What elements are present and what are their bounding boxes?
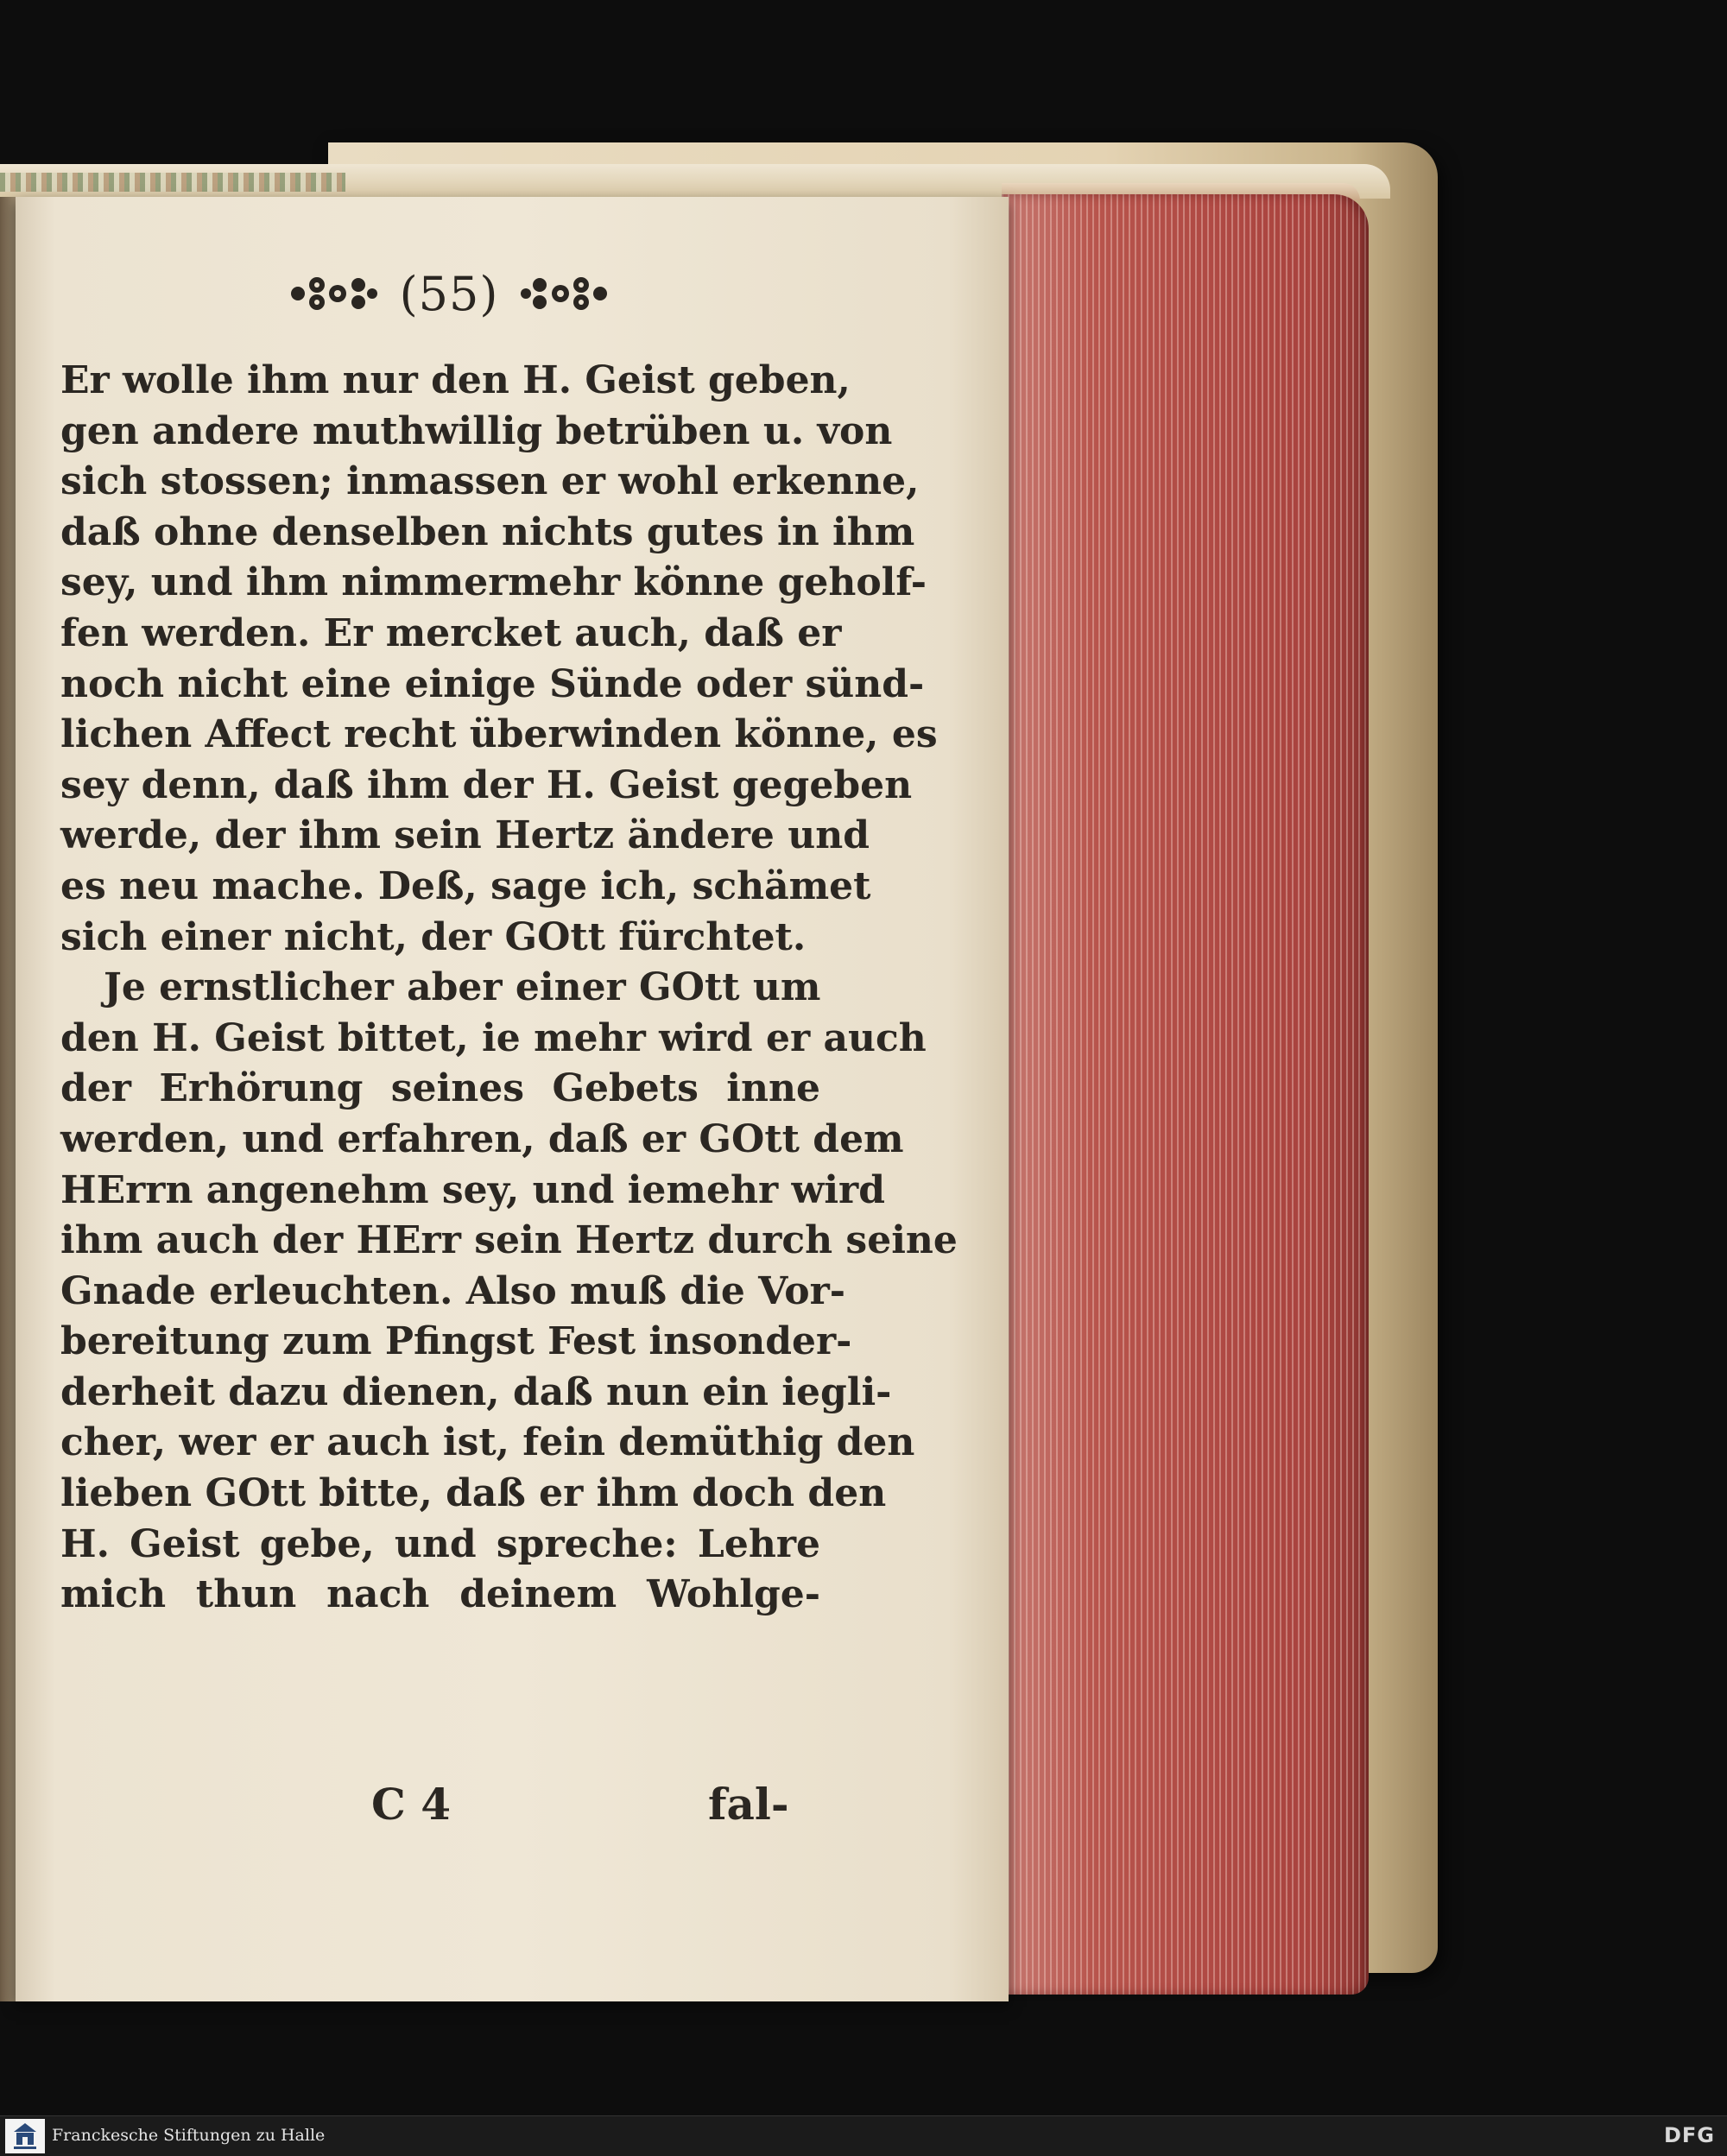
text-line: Er wolle ihm nur den H. Geist geben,: [60, 358, 851, 402]
dfg-logo[interactable]: DFG: [1663, 2123, 1715, 2147]
ornament-right-icon: [517, 271, 612, 316]
fore-edge: [1002, 194, 1369, 1995]
institution-logo: [5, 2119, 45, 2153]
text-line: es neu mache. Deß, sage ich, schämet: [60, 863, 871, 908]
text-line: sey denn, daß ihm der H. Geist gegeben: [60, 762, 913, 807]
text-line: noch nicht eine einige Sünde oder sünd-: [60, 661, 925, 706]
text-line: sich stossen; inmassen er wohl erkenne,: [60, 459, 920, 504]
text-line: daß ohne denselben nichts gutes in ihm: [60, 509, 915, 554]
text-line: der Erhörung seines Gebets inne: [60, 1066, 820, 1111]
text-line: mich thun nach deinem Wohlge-: [60, 1572, 820, 1617]
text-line: lieben GOtt bitte, daß er ihm doch den: [60, 1471, 887, 1516]
text-line: Gnade erleuchten. Also muß die Vor-: [60, 1268, 846, 1313]
ornament-left-icon: [286, 271, 381, 316]
footer-bar: [0, 2115, 1727, 2156]
signature-mark: C 4: [371, 1779, 451, 1830]
institution-name[interactable]: Franckesche Stiftungen zu Halle: [52, 2126, 326, 2145]
text-line: werde, der ihm sein Hertz ändere und: [60, 813, 870, 858]
text-line: sey, und ihm nimmermehr könne geholf-: [60, 560, 927, 605]
page-number: (55): [399, 266, 499, 321]
text-line: sich einer nicht, der GOtt fürchtet.: [60, 914, 807, 959]
headband: [0, 173, 345, 192]
text-line: Je ernstlicher aber einer GOtt um: [104, 965, 821, 1010]
building-icon: [12, 2121, 38, 2151]
text-line: cher, wer er auch ist, fein demüthig den: [60, 1420, 915, 1465]
text-line: derheit dazu dienen, daß nun ein iegli-: [60, 1369, 892, 1414]
text-line: bereitung zum Pfingst Fest insonder-: [60, 1319, 852, 1364]
body-text: [60, 356, 958, 1621]
text-line: den H. Geist bittet, ie mehr wird er auch: [60, 1015, 927, 1060]
text-line: werden, und erfahren, daß er GOtt dem: [60, 1116, 904, 1161]
text-line: H. Geist gebe, und spreche: Lehre: [60, 1521, 820, 1566]
text-line: ihm auch der HErr sein Hertz durch seine: [60, 1218, 958, 1263]
text-line: gen andere muthwillig betrüben u. von: [60, 408, 893, 453]
page-header: [259, 259, 639, 328]
text-line: HErrn angenehm sey, und iemehr wird: [60, 1167, 886, 1212]
text-line: fen werden. Er mercket auch, daß er: [60, 610, 842, 655]
catchword: fal-: [708, 1779, 789, 1830]
text-line: lichen Affect recht überwinden könne, es: [60, 712, 938, 757]
